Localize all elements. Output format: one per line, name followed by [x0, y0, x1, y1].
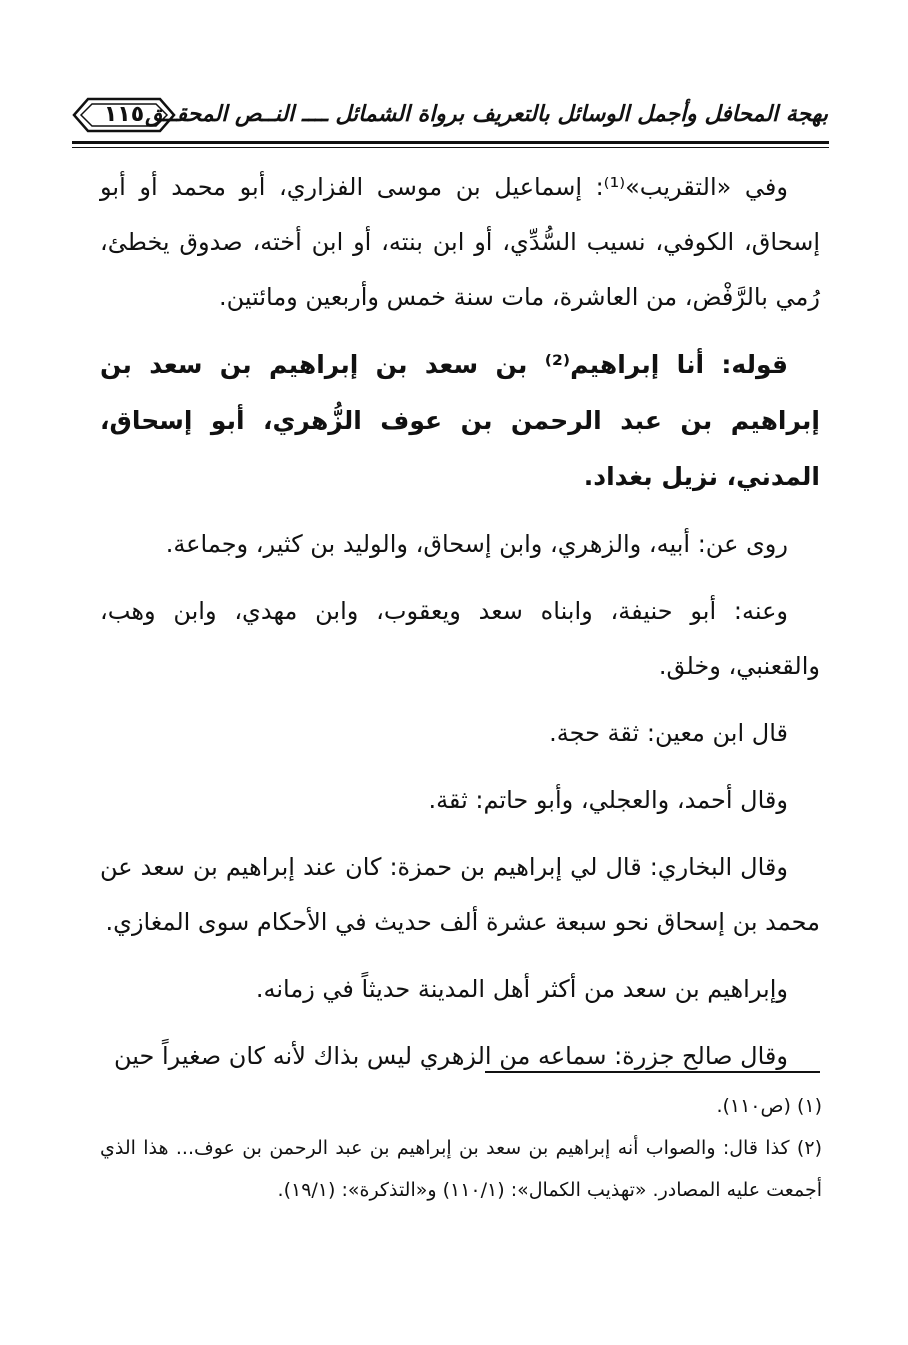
paragraph-wa-anhu: وعنه: أبو حنيفة، وابناه سعد ويعقوب، وابن مهدي، وابن وهب، والقعنبي، وخلق. [100, 597, 820, 680]
paragraph-salih-jazara: وقال صالح جزرة: سماعه من الزهري ليس بذاك لأنه كان صغيراً حين [113, 1042, 788, 1070]
footnote-1: (١) (ص١١٠). [716, 1095, 822, 1117]
paragraph-akthar: وإبراهيم بن سعد من أكثر أهل المدينة حديثاً في زمانه. [255, 975, 788, 1003]
footnote-2: (٢) كذا قال: والصواب أنه إبراهيم بن سعد بن إبراهيم بن عبد الرحمن بن عوف... هذا الذي أجمعت عليه المصادر. «تهذيب الكمال»: (١١٠/١) و«التذكرة»: (١٩/١). [100, 1137, 822, 1201]
paragraph-ibn-maeen: قال ابن معين: ثقة حجة. [549, 719, 788, 747]
paragraph-ahmad: وقال أحمد، والعجلي، وأبو حاتم: ثقة. [428, 786, 788, 814]
paragraph-bukhari: وقال البخاري: قال لي إبراهيم بن حمزة: كان عند إبراهيم بن سعد عن محمد بن إسحاق نحو سبعة عشرة ألف حديث في الأحكام سوى المغازي. [100, 853, 820, 936]
paragraph-rawa-an: روى عن: أبيه، والزهري، وابن إسحاق، والوليد بن كثير، وجماعة. [165, 530, 788, 558]
header-rule-thin [72, 147, 829, 148]
main-text [100, 160, 820, 1084]
running-header [72, 95, 828, 139]
paragraph-taqrib: وفي «التقريب»⁽¹⁾: إسماعيل بن موسى الفزاري، أبو محمد أو أبو إسحاق، الكوفي، نسيب السُّدِّي، أو ابن بنته، أو ابن أخته، صدوق يخطئ، رُمي بالرَّفْض، من العاشرة، مات سنة خمس وأربعين ومائتين. [100, 173, 820, 311]
footnote-separator [485, 1071, 820, 1073]
page-number: ١١٥ [103, 102, 145, 127]
header-rule [72, 141, 829, 144]
page-number-frame [72, 95, 176, 135]
footnotes [100, 1085, 822, 1211]
book-title: بهجة المحافل وأجمل الوسائل بالتعريف برواة الشمائل ــــ النــص المحقــق [145, 101, 828, 127]
paragraph-qawluh: قوله: أنا إبراهيم⁽²⁾ بن سعد بن إبراهيم بن سعد بن إبراهيم بن عبد الرحمن بن عوف الزُّهري، أبو إسحاق، المدني، نزيل بغداد. [100, 350, 820, 491]
